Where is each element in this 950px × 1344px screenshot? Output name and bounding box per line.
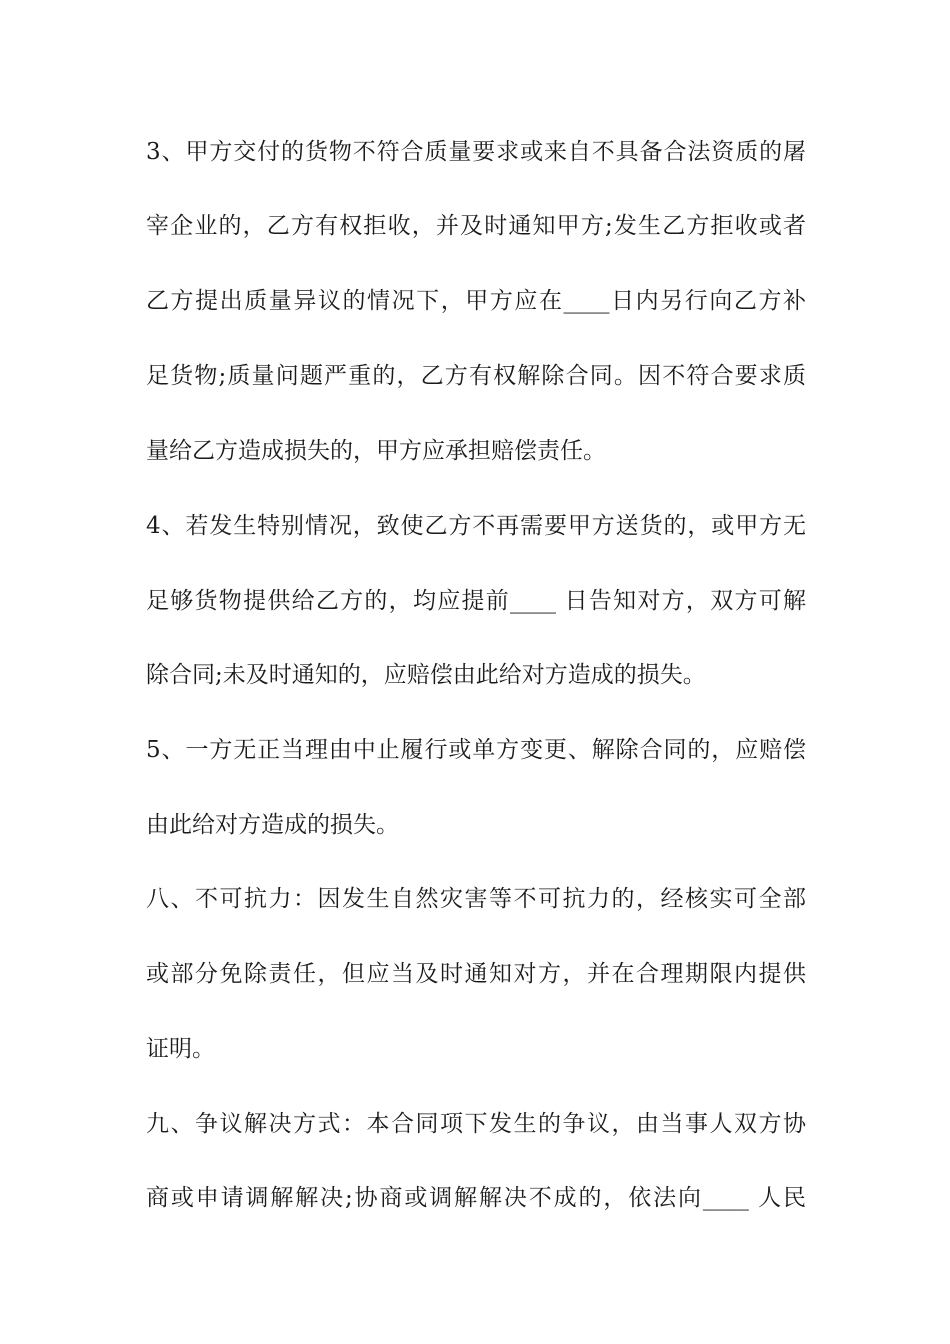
text-line: 量给乙方造成损失的，甲方应承担赔偿责任。: [146, 438, 606, 464]
text-line: 八、不可抗力：因发生自然灾害等不可抗力的，经核实可全部: [146, 886, 806, 912]
text-line: 乙方提出质量异议的情况下，甲方应在____日内另行向乙方补: [146, 288, 806, 314]
text-line: 或部分免除责任，但应当及时通知对方，并在合理期限内提供: [146, 961, 806, 987]
text-line: 足货物;质量问题严重的，乙方有权解除合同。因不符合要求质: [146, 363, 806, 389]
text-line: 4、若发生特别情况，致使乙方不再需要甲方送货的，或甲方无: [146, 513, 806, 539]
text-line: 足够货物提供给乙方的，均应提前____ 日告知对方，双方可解: [146, 588, 806, 614]
text-line: 5、一方无正当理由中止履行或单方变更、解除合同的，应赔偿: [146, 737, 806, 763]
text-line: 由此给对方造成的损失。: [146, 812, 399, 838]
text-line: 除合同;未及时通知的，应赔偿由此给对方造成的损失。: [146, 662, 706, 688]
text-line: 证明。: [146, 1036, 215, 1062]
text-line: 3、甲方交付的货物不符合质量要求或来自不具备合法资质的屠: [146, 139, 806, 165]
text-line: 九、争议解决方式：本合同项下发生的争议，由当事人双方协: [146, 1111, 806, 1137]
text-line: 商或申请调解解决;协商或调解解决不成的，依法向____ 人民: [146, 1185, 806, 1211]
text-line: 宰企业的，乙方有权拒收，并及时通知甲方;发生乙方拒收或者: [146, 213, 806, 239]
